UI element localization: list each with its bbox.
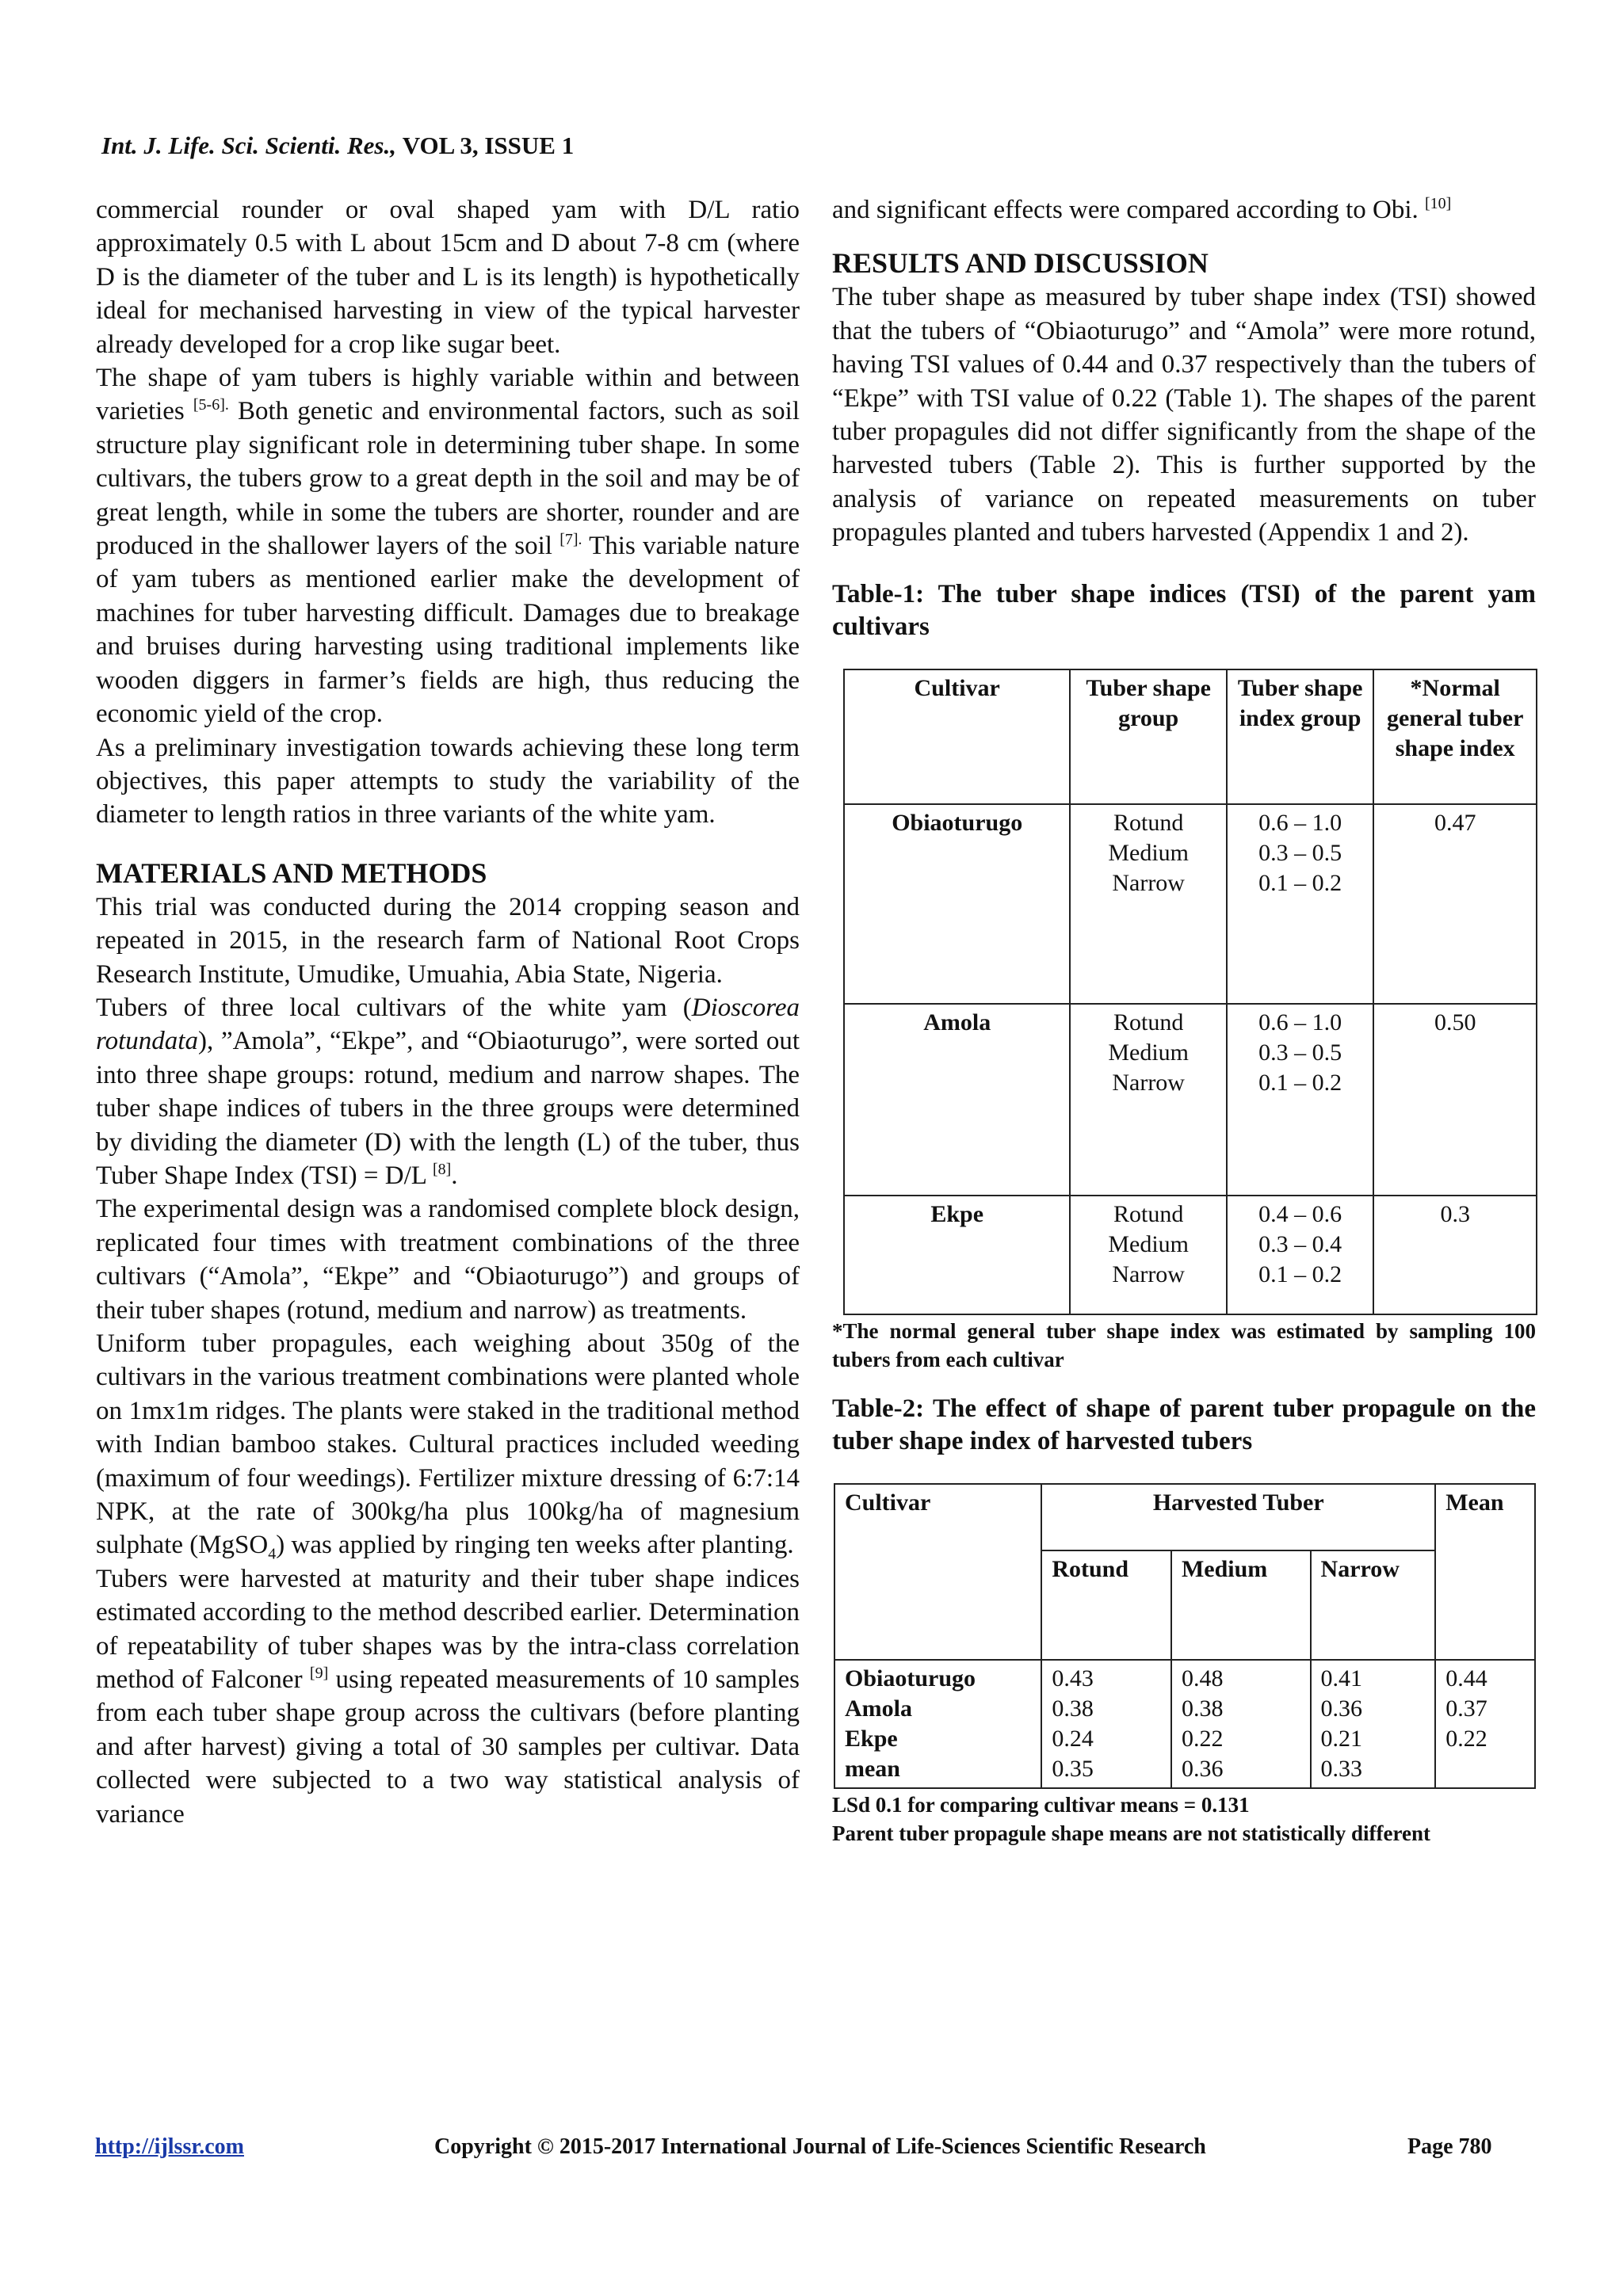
table-header-cell: Cultivar [844, 669, 1070, 804]
section-heading-materials: MATERIALS AND METHODS [96, 856, 487, 889]
table-cell-narrow: 0.41 0.36 0.21 0.33 [1311, 1660, 1436, 1788]
table-cell-ranges: 0.6 – 1.0 0.3 – 0.5 0.1 – 0.2 [1227, 804, 1373, 1004]
journal-volume: VOL 3, ISSUE 1 [402, 132, 575, 159]
table-cell-rotund: 0.43 0.38 0.24 0.35 [1041, 1660, 1171, 1788]
citation: [9] [309, 1665, 329, 1683]
table-cell-mean: 0.44 0.37 0.22 [1435, 1660, 1535, 1788]
table-row [834, 1660, 1535, 1788]
left-column [96, 193, 800, 1831]
table-cell-medium: 0.48 0.38 0.22 0.36 [1171, 1660, 1311, 1788]
paragraph: Tubers were harvested at maturity and their tuber shape indices estimated according to the method described earlier. Determination of repeatability of tuber shapes was by the intra-class correlation method of Falconer [9] using repeated measurements of 10 samples from each tuber shape group across the cultivars (before planting and after harvest) giving a total of 30 samples per cultivar. Data collected were subjected to a two way statistical analysis of variance [96, 1564, 800, 1829]
section-heading-results: RESULTS AND DISCUSSION [832, 247, 1209, 280]
table1 [843, 669, 1537, 1315]
paragraph: This trial was conducted during the 2014 cropping season and repeated in 2015, in the research farm of National Root Crops Research Institute, Umudike, Umuahia, Abia State, Nigeria. [96, 892, 800, 989]
citation: [7]. [559, 531, 582, 549]
table-header-row [844, 669, 1537, 804]
table-cell-cultivar: Amola [844, 1004, 1070, 1196]
paragraph: The shape of yam tubers is highly variable within and between varieties $^{[5-6].}$ Both genetic and environmental factors, such as soil structure play significant role in determining tuber shape. In some cultivars, the tubers grow to a great depth in the soil and may be of great length, while in some the tubers are shorter, rounder and are produced in the shallower layers of the soil $^{[7].}$ This variable nature of yam tubers as mentioned earlier make the development of machines for tuber harvesting difficult. Damages due to breakage and bruises during harvesting using traditional implements like wooden diggers in farmer’s fields are high, thus reducing the economic yield of the crop. [96, 364, 800, 729]
table2-caption: Table-2: The effect of shape of parent tuber propagule on the tuber shape index of harvested tubers [832, 1394, 1536, 1455]
citation: [10] [1425, 195, 1452, 212]
paragraph: commercial rounder or oval shaped yam with D/L ratio approximately 0.5 with L about 15cm and D about 7-8 cm (where D is the diameter of the tuber and L is its length) is hypothetically ideal for mechanised harvesting in view of the typical harvester already developed for a crop like sugar beet. [96, 196, 800, 359]
journal-name: Int. J. Life. Sci. Scienti. Res., [101, 132, 396, 159]
table-cell-ranges: 0.6 – 1.0 0.3 – 0.5 0.1 – 0.2 [1227, 1004, 1373, 1196]
table-header-cell: Tuber shape group [1070, 669, 1227, 804]
table-header-cell: Medium [1171, 1550, 1311, 1660]
table-cell-cultivar: Obiaoturugo [844, 804, 1070, 1004]
table1-note: *The normal general tuber shape index was estimated by sampling 100 tubers from each cultivar [832, 1318, 1536, 1371]
copyright-notice: Copyright © 2015-2017 International Journal of Life-Sciences Scientific Research [434, 2134, 1206, 2159]
table-cell-cultivars: Obiaoturugo Amola Ekpe mean [834, 1660, 1041, 1788]
paragraph: As a preliminary investigation towards achieving these long term objectives, this paper attempts to study the variability of the diameter to length ratios in three variants of the white yam. [96, 733, 800, 830]
page-number: Page 780 [1407, 2134, 1492, 2159]
table-header-cell: Narrow [1311, 1550, 1436, 1660]
table-row [844, 1004, 1537, 1196]
citation: [5-6]. [193, 396, 229, 414]
table-header-cell: Tuber shape index group [1227, 669, 1373, 804]
table-header-cell: Harvested Tuber [1041, 1484, 1435, 1550]
table-row [844, 804, 1537, 1004]
paragraph: The experimental design was a randomised complete block design, replicated four times with treatment combinations of the three cultivars (“Amola”, “Ekpe” and “Obiaoturugo”) and groups of their tuber shapes (rotund, medium and narrow) as treatments. [96, 1195, 800, 1325]
right-column [832, 193, 1536, 1848]
table-cell-normal: 0.3 [1373, 1196, 1537, 1314]
journal-url-link[interactable]: http://ijlssr.com [95, 2134, 244, 2159]
table-cell-groups: Rotund Medium Narrow [1070, 1004, 1227, 1196]
table-header-cell: Mean [1435, 1484, 1535, 1660]
table-header-cell: Rotund [1041, 1550, 1171, 1660]
table-header-cell: Cultivar [834, 1484, 1041, 1660]
citation: [8] [432, 1160, 452, 1178]
table-header-row [834, 1484, 1535, 1550]
table-cell-groups: Rotund Medium Narrow [1070, 804, 1227, 1004]
paragraph: Uniform tuber propagules, each weighing about 350g of the cultivars in the various treatment combinations were planted whole on 1mx1m ridges. The plants were staked in the traditional method with Indian bamboo stakes. Cultural practices included weeding (maximum of four weedings). Fertilizer mixture dressing of 6:7:14 NPK, at the rate of 300kg/ha plus 100kg/ha of magnesium sulphate (MgSO$_4$) was applied by ringing ten weeks after planting. [96, 1329, 800, 1564]
species-name: Dioscorea rotundata [96, 993, 800, 1056]
table-cell-ranges: 0.4 – 0.6 0.3 – 0.4 0.1 – 0.2 [1227, 1196, 1373, 1314]
table-row [844, 1196, 1537, 1314]
table-cell-cultivar: Ekpe [844, 1196, 1070, 1314]
table2-note-parent: Parent tuber propagule shape means are not statistically different [832, 1821, 1430, 1845]
table-cell-normal: 0.50 [1373, 1004, 1537, 1196]
table2 [834, 1483, 1536, 1789]
table-header-cell: *Normal general tuber shape index [1373, 669, 1537, 804]
table-cell-normal: 0.47 [1373, 804, 1537, 1004]
paragraph: The tuber shape as measured by tuber shape index (TSI) showed that the tubers of “Obiaoturugo” and “Amola” were more rotund, having TSI values of 0.44 and 0.37 respectively than the tubers of “Ekpe” with TSI value of 0.22 (Table 1). The shapes of the parent tuber propagules did not differ significantly from the shape of the harvested tubers (Table 2). This is further supported by the analysis of variance on repeated measurements on tuber propagules planted and tubers harvested (Appendix 1 and 2). [832, 283, 1536, 547]
table1-caption: Table-1: The tuber shape indices (TSI) of the parent yam cultivars [832, 579, 1536, 641]
table2-note-lsd: LSd 0.1 for comparing cultivar means = 0.131 [832, 1792, 1250, 1817]
table-cell-groups: Rotund Medium Narrow [1070, 1196, 1227, 1314]
paragraph: Tubers of three local cultivars of the white yam (Dioscorea rotundata), ”Amola”, “Ekpe”, and “Obiaoturugo”, were sorted out into three shape groups: rotund, medium and narrow shapes. The tuber shape indices of tubers in the three groups were determined by dividing the diameter (D) with the length (L) of the tuber, thus Tuber Shape Index (TSI) = D/L [8]. [96, 993, 800, 1190]
paragraph: and significant effects were compared according to Obi. [10] [832, 195, 1452, 224]
running-header [101, 132, 574, 160]
